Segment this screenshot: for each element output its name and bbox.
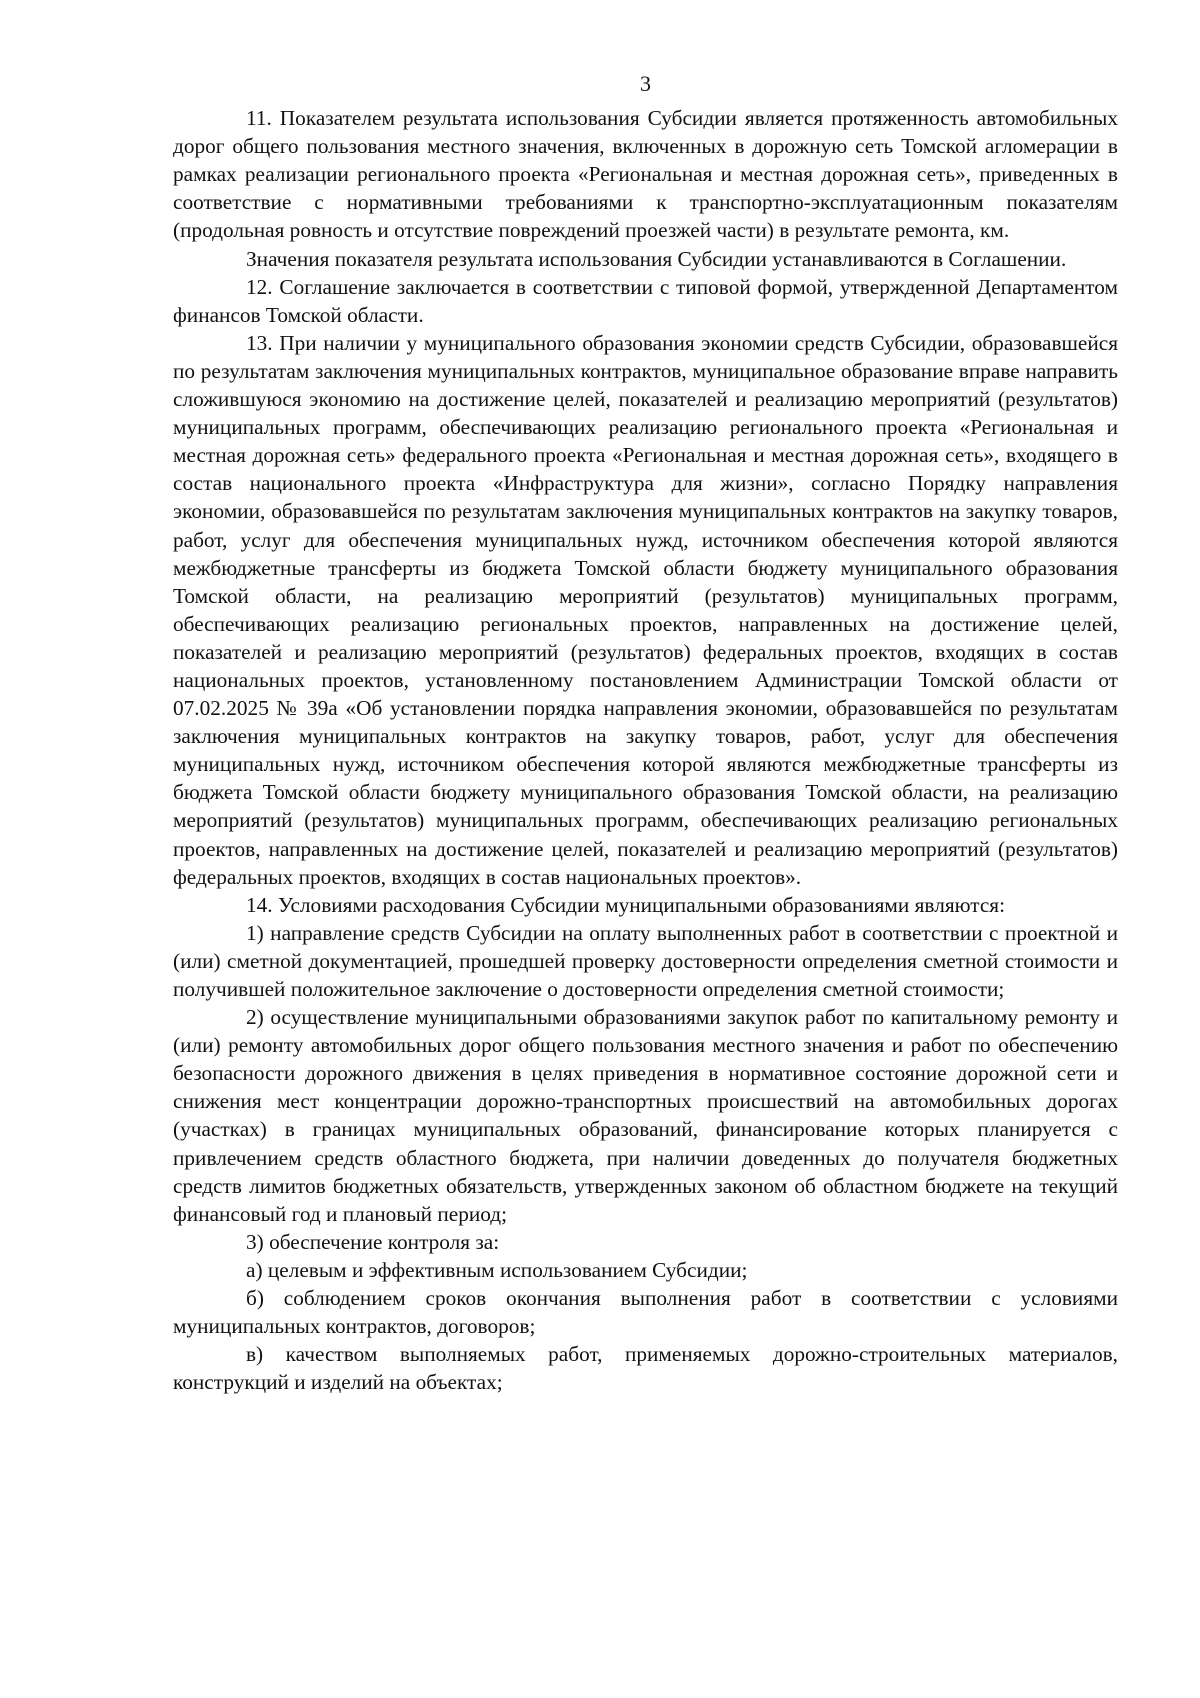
paragraph-13-savings: 13. При наличии у муниципального образования экономии средств Субсидии, образовавшейся по результатам заключения муниципальных контрактов, муниципальное образование вправе направить сложившуюся экономию на достижение целей, показателей и реализацию мероприятий (результатов) муниципальных программ, обеспечивающих реализацию регионального проекта «Региональная и местная дорожная сеть» федерального проекта «Региональная и местная дорожная сеть», входящего в состав национального проекта «Инфраструктура для жизни», согласно Порядку направления экономии, образовавшейся по результатам заключения муниципальных контрактов на закупку товаров, работ, услуг для обеспечения муниципальных нужд, источником обеспечения которой являются межбюджетные трансферты из бюджета Томской области бюджету муниципального образования Томской области, на реализацию мероприятий (результатов) муниципальных программ, обеспечивающих реализацию региональных проектов, направленных на достижение целей, показателей и реализацию мероприятий (результатов) федеральных проектов, входящих в состав национальных проектов, установленному постановлением Администрации Томской области от 07.02.2025 № 39а «Об установлении порядка направления экономии, образовавшейся по результатам заключения муниципальных контрактов на закупку товаров, работ, услуг для обеспечения муниципальных нужд, источником обеспечения которой являются межбюджетные трансферты из бюджета Томской области бюджету муниципального образования Томской области, на реализацию мероприятий (результатов) муниципальных программ, обеспечивающих реализацию региональных проектов, направленных на достижение целей, показателей и реализацию мероприятий (результатов) федеральных проектов, входящих в состав национальных проектов».: [173, 330, 1118, 889]
document-page: [173, 70, 1118, 1396]
list-item-2: 2) осуществление муниципальными образованиями закупок работ по капитальному ремонту и (или) ремонту автомобильных дорог общего пользования местного значения и работ по обеспечению безопасности дорожного движения в целях приведения в нормативное состояние дорожной сети и снижения мест концентрации дорожно-транспортных происшествий на автомобильных дорогах (участках) в границах муниципальных образований, финансирование которых планируется с привлечением средств областного бюджета, при наличии доведенных до получателя бюджетных средств лимитов бюджетных обязательств, утвержденных законом об областном бюджете на текущий финансовый год и плановый период;: [173, 1005, 1118, 1226]
list-item-3: 3) обеспечение контроля за:: [246, 1229, 500, 1254]
list-item-3v: в) качеством выполняемых работ, применяемых дорожно-строительных материалов, конструкций и изделий на объектах;: [173, 1342, 1118, 1395]
paragraph-11-result-indicator: 11. Показателем результата использования Субсидии является протяженность автомобильных дорог общего пользования местного значения, включенных в дорожную сеть Томской агломерации в рамках реализации регионального проекта «Региональная и местная дорожная сеть», приведенных в соответствие с нормативными требованиями к транспортно-эксплуатационным показателям (продольная ровность и отсутствие повреждений проезжей части) в результате ремонта, км.: [173, 106, 1118, 243]
paragraph-14-conditions: 14. Условиями расходования Субсидии муниципальными образованиями являются:: [246, 892, 1005, 917]
list-item-3a: а) целевым и эффективным использованием Субсидии;: [246, 1257, 748, 1282]
list-item-3b: б) соблюдением сроков окончания выполнения работ в соответствии с условиями муниципальных контрактов, договоров;: [173, 1286, 1118, 1339]
page-number: 3: [640, 71, 651, 96]
list-item-1: 1) направление средств Субсидии на оплату выполненных работ в соответствии с проектной и (или) сметной документацией, прошедшей проверку достоверности определения сметной стоимости и получившей положительное заключение о достоверности определения сметной стоимости;: [173, 920, 1118, 1001]
paragraph-12-agreement: 12. Соглашение заключается в соответствии с типовой формой, утвержденной Департаментом финансов Томской области.: [173, 274, 1118, 327]
paragraph-indicator-values: Значения показателя результата использования Субсидии устанавливаются в Соглашении.: [246, 246, 1067, 271]
